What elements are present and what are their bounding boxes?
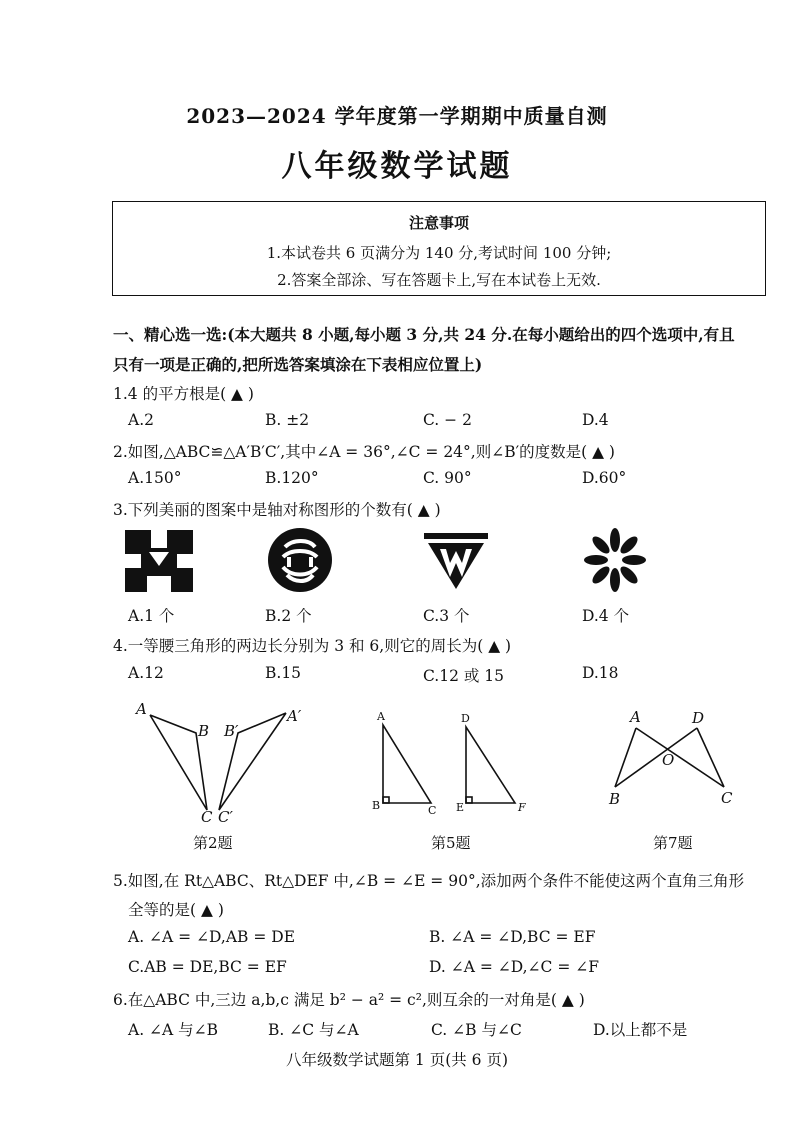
page-footer: 八年级数学试题第 1 页(共 6 页) (285, 1051, 509, 1069)
fig2-label-c: C (201, 808, 213, 826)
fig7-label-o: O (662, 751, 675, 769)
fig2-label-b-prime: B′ (224, 722, 239, 740)
q2-option-a: A.150° (128, 469, 182, 487)
pattern-4-icon (584, 528, 646, 592)
q5-option-c: C.AB = DE,BC = EF (128, 958, 287, 976)
question-5-stem-line-1: 5.如图,在 Rt△ABC、Rt△DEF 中,∠B = ∠E = 90°,添加两个条件不能使这两个直角三角形 (113, 872, 745, 890)
q2-option-c: C. 90° (423, 469, 472, 487)
q1-option-d: D.4 (582, 411, 609, 429)
fig5-label-d: D (461, 712, 470, 725)
question-2-stem: 2.如图,△ABC≌△A′B′C′,其中∠A = 36°,∠C = 24°,则∠B′的度数是( ▲ ) (113, 443, 615, 461)
fig2-caption: 第2题 (193, 834, 233, 852)
q4-option-c: C.12 或 15 (423, 667, 505, 685)
section-instructions-line-1: 一、精心选一选:(本大题共 8 小题,每小题 3 分,共 24 分.在每小题给出的四个选项中,有且 (113, 325, 735, 344)
notice-line-1: 1.本试卷共 6 页满分为 140 分,考试时间 100 分钟; (266, 244, 612, 262)
q1-option-a: A.2 (128, 411, 154, 429)
figure-2-triangles (150, 713, 286, 810)
exam-period-title: 2023—2024 学年度第一学期期中质量自测 (186, 104, 608, 128)
q6-option-a: A. ∠A 与∠B (128, 1021, 219, 1039)
figure-5-triangles (383, 725, 515, 803)
fig2-label-b: B (198, 722, 210, 740)
notice-heading: 注意事项 (408, 214, 469, 232)
q6-option-b: B. ∠C 与∠A (268, 1021, 359, 1039)
fig5-caption: 第5题 (431, 834, 471, 852)
question-3-stem: 3.下列美丽的图案中是轴对称图形的个数有( ▲ ) (113, 501, 441, 519)
q3-option-b: B.2 个 (265, 607, 312, 625)
section-instructions-line-2: 只有一项是正确的,把所选答案填涂在下表相应位置上) (113, 355, 483, 374)
question-4-stem: 4.一等腰三角形的两边长分别为 3 和 6,则它的周长为( ▲ ) (113, 637, 512, 655)
q4-option-d: D.18 (582, 664, 619, 682)
q6-option-d: D.以上都不是 (593, 1021, 688, 1039)
notice-box (112, 201, 766, 296)
fig2-label-c-prime: C′ (218, 808, 233, 826)
q6-option-c: C. ∠B 与∠C (431, 1021, 522, 1039)
q5-option-d: D. ∠A = ∠D,∠C = ∠F (429, 958, 599, 976)
figures-diagram (0, 695, 794, 855)
fig5-label-f: F (518, 801, 526, 814)
question-5-stem-line-2: 全等的是( ▲ ) (128, 901, 224, 919)
fig7-caption: 第7题 (653, 834, 693, 852)
fig7-label-a: A (630, 708, 641, 726)
exam-title: 八年级数学试题 (281, 149, 513, 184)
q4-option-a: A.12 (128, 664, 164, 682)
fig5-label-e: E (456, 801, 465, 814)
fig5-label-b: B (372, 799, 381, 812)
q1-option-c: C. − 2 (423, 411, 472, 429)
pattern-1-icon (125, 530, 193, 592)
question-1-stem: 1.4 的平方根是( ▲ ) (113, 385, 254, 403)
fig5-label-c: C (428, 804, 437, 817)
fig2-label-a-prime: A′ (287, 707, 302, 725)
fig7-label-d: D (692, 709, 705, 727)
fig2-label-a: A (136, 700, 147, 718)
q1-option-b: B. ±2 (265, 411, 310, 429)
fig7-label-b: B (609, 790, 621, 808)
q4-option-b: B.15 (265, 664, 302, 682)
notice-line-2: 2.答案全部涂、写在答题卡上,写在本试卷上无效. (277, 271, 601, 289)
q5-option-a: A. ∠A = ∠D,AB = DE (128, 928, 296, 946)
q3-option-a: A.1 个 (128, 607, 175, 625)
pattern-3-icon (424, 533, 488, 591)
q3-option-c: C.3 个 (423, 607, 470, 625)
fig7-label-c: C (721, 789, 733, 807)
q5-option-b: B. ∠A = ∠D,BC = EF (429, 928, 596, 946)
fig5-label-a: A (377, 710, 385, 723)
q2-option-b: B.120° (265, 469, 319, 487)
q2-option-d: D.60° (582, 469, 627, 487)
question-6-stem: 6.在△ABC 中,三边 a,b,c 满足 b² − a² = c²,则互余的一对角是( ▲ ) (113, 991, 585, 1009)
pattern-2-icon (267, 527, 333, 593)
q3-option-d: D.4 个 (582, 607, 630, 625)
